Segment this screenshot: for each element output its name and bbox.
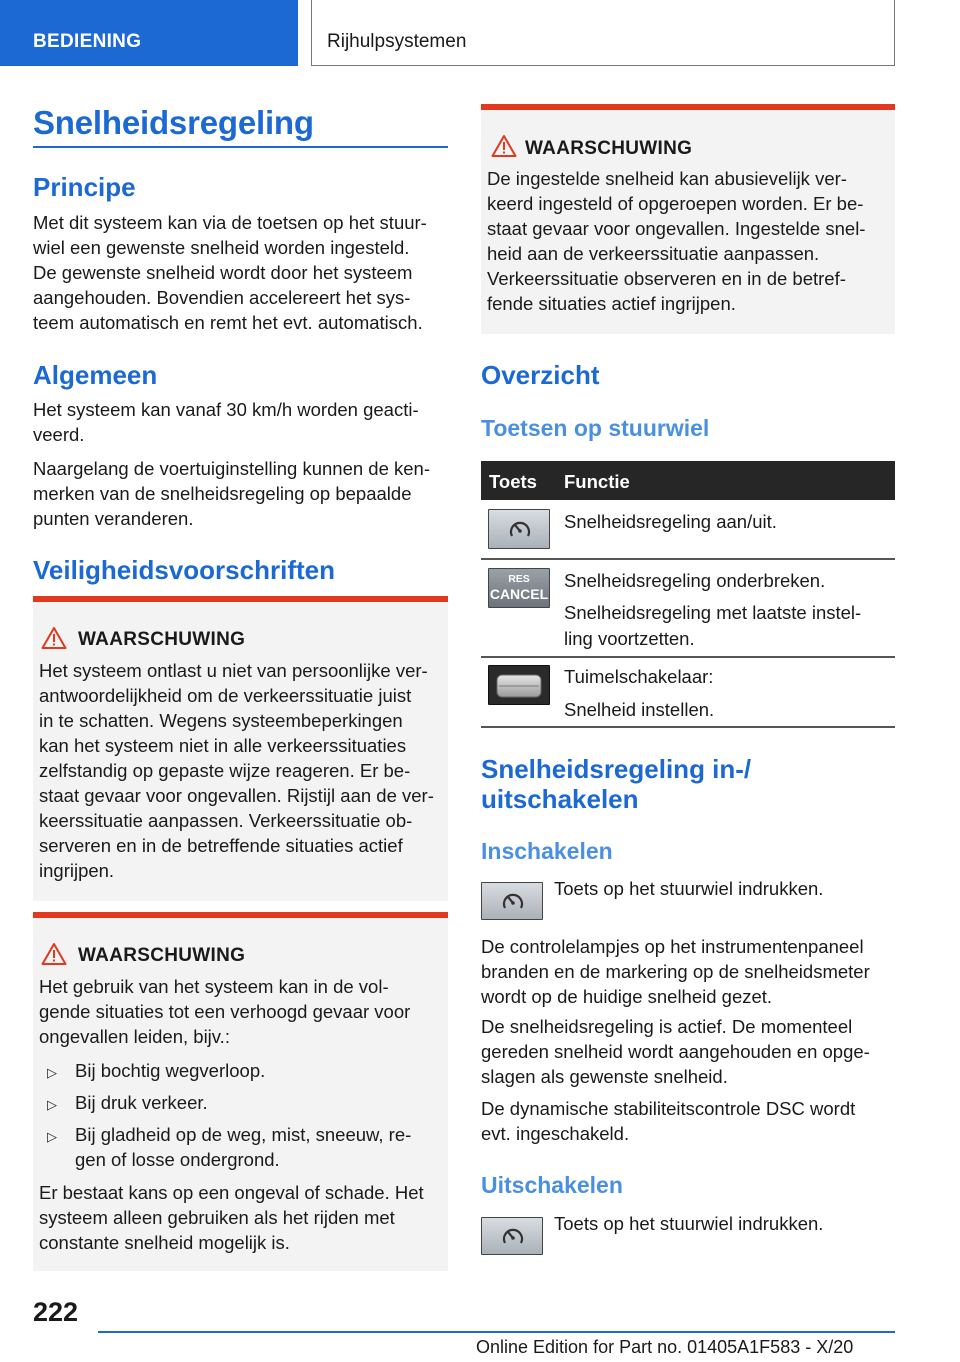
warning-box <box>33 596 448 901</box>
text-line: Het systeem kan vanaf 30 km/h worden geacti- <box>33 399 419 420</box>
footer-rule <box>98 1331 895 1333</box>
switch-off-instruction: Toets op het stuurwiel indrukken. <box>554 1213 824 1234</box>
text-line: Het systeem ontlast u niet van persoonlijke ver- <box>39 660 428 681</box>
warning-label: WAARSCHUWING <box>78 945 246 966</box>
text-line: zelfstandig op gepaste wijze reageren. Er be- <box>39 760 411 781</box>
table-cell-function <box>564 568 894 652</box>
text-line: Met dit systeem kan via de toetsen op het stuur- <box>33 212 427 233</box>
text-line: De controlelampjes op het instrumentenpaneel <box>481 936 864 957</box>
text-line: De dynamische stabiliteitscontrole DSC wordt <box>481 1098 856 1119</box>
text-line: ling voortzetten. <box>564 628 695 649</box>
text-line: Snelheidsregeling aan/uit. <box>564 511 777 532</box>
text-line: staat gevaar voor ongevallen. Ingestelde snel- <box>487 218 866 239</box>
column-header-button: Toets <box>489 471 537 492</box>
triangle-bullet-icon: ▷ <box>47 1129 57 1144</box>
table-cell-function <box>564 509 777 534</box>
page-title: Snelheidsregeling <box>33 104 314 141</box>
general-paragraph-2 <box>33 456 453 531</box>
res-cancel-button-icon <box>488 568 550 608</box>
warning-label: WAARSCHUWING <box>78 629 246 650</box>
warning-label: WAARSCHUWING <box>525 138 693 159</box>
switch-on-paragraph-3 <box>481 1096 895 1146</box>
text-line: fende situaties actief ingrijpen. <box>487 293 736 314</box>
text-line: antwoordelijkheid om de verkeerssituatie juist <box>39 685 412 706</box>
text-line: evt. ingeschakeld. <box>481 1123 630 1144</box>
text-line: serveren en in de betreffende situaties actief <box>39 835 403 856</box>
text-line: branden en de markering op de snelheidsmeter <box>481 961 870 982</box>
overview-heading: Overzicht <box>481 360 600 390</box>
chapter-label: Rijhulpsystemen <box>327 31 467 52</box>
text-line: Snelheidsregeling onderbreken. <box>564 570 826 591</box>
text-line: gereden snelheid wordt aangehouden en opge- <box>481 1041 870 1062</box>
table-cell-function <box>564 664 894 722</box>
buttons-subheading: Toetsen op stuurwiel <box>481 415 710 441</box>
table-row-divider <box>481 558 895 560</box>
heading-line: uitschakelen <box>481 784 639 814</box>
edition-note: Online Edition for Part no. 01405A1F583 - X/20 <box>476 1337 854 1357</box>
text-line: punten veranderen. <box>33 508 194 529</box>
switch-on-heading: Inschakelen <box>481 838 613 864</box>
text-line: Er bestaat kans op een ongeval of schade. Het <box>39 1182 424 1203</box>
table-row-divider <box>481 656 895 658</box>
switch-on-paragraph-2 <box>481 1014 895 1089</box>
title-rule <box>33 146 448 148</box>
onoff-heading <box>481 754 751 814</box>
cruise-control-button-icon <box>481 882 543 920</box>
text-line: gen of losse ondergrond. <box>75 1149 280 1170</box>
text-line: Bij bochtig wegverloop. <box>75 1060 266 1081</box>
text-line: kan het systeem niet in alle verkeerssituaties <box>39 735 407 756</box>
text-line: constante snelheid mogelijk is. <box>39 1232 290 1253</box>
safety-heading: Veiligheidsvoorschriften <box>33 555 335 585</box>
table-row-divider <box>481 726 895 728</box>
rocker-switch-icon <box>488 665 550 705</box>
warning-box <box>481 104 895 334</box>
text-line: ongevallen leiden, bijv.: <box>39 1026 230 1047</box>
text-line: slagen als gewenste snelheid. <box>481 1066 728 1087</box>
text-line: in te schatten. Wegens systeembeperkingen <box>39 710 403 731</box>
principle-heading: Principe <box>33 172 136 202</box>
cruise-control-button-icon <box>481 1217 543 1255</box>
heading-line: Snelheidsregeling in-/ <box>481 754 752 784</box>
text-line: Naargelang de voertuiginstelling kunnen de ken- <box>33 458 430 479</box>
column-header-function: Functie <box>564 471 630 492</box>
text-line: keerssituatie aanpassen. Verkeerssituatie ob- <box>39 810 413 831</box>
text-line: gende situaties tot een verhoogd gevaar voor <box>39 1001 411 1022</box>
text-line: Het gebruik van het systeem kan in de vol- <box>39 976 389 997</box>
section-tab <box>0 0 298 66</box>
text-line: ingrijpen. <box>39 860 115 881</box>
page-number: 222 <box>33 1297 79 1327</box>
warning-box <box>33 912 448 1271</box>
switch-on-instruction: Toets op het stuurwiel indrukken. <box>554 878 824 899</box>
list-item <box>47 1058 442 1083</box>
text-line: veerd. <box>33 424 85 445</box>
text-line: systeem alleen gebruiken als het rijden met <box>39 1207 395 1228</box>
text-line: Snelheidsregeling met laatste instel- <box>564 602 862 623</box>
text-line: heid aan de verkeerssituatie aanpassen. <box>487 243 820 264</box>
warning-text <box>487 166 895 316</box>
general-paragraph-1 <box>33 397 453 447</box>
button-text: CANCEL <box>489 586 549 602</box>
text-line: Snelheid instellen. <box>564 699 715 720</box>
text-line: keerd ingesteld of opgeroepen worden. Er be- <box>487 193 864 214</box>
general-heading: Algemeen <box>33 360 158 390</box>
warning-intro <box>39 974 451 1049</box>
triangle-bullet-icon: ▷ <box>47 1097 57 1112</box>
text-line: De gewenste snelheid wordt door het systeem <box>33 262 413 283</box>
text-line: wiel een gewenste snelheid worden ingesteld. <box>33 237 410 258</box>
text-line: Bij gladheid op de weg, mist, sneeuw, re- <box>75 1124 412 1145</box>
warning-text <box>39 658 451 883</box>
text-line: Tuimelschakelaar: <box>564 666 714 687</box>
chapter-box <box>311 0 895 66</box>
triangle-bullet-icon: ▷ <box>47 1065 57 1080</box>
warning-triangle-icon <box>491 134 517 158</box>
text-line: Verkeerssituatie observeren en in de betref- <box>487 268 846 289</box>
warning-triangle-icon <box>41 626 67 650</box>
switch-off-heading: Uitschakelen <box>481 1172 623 1198</box>
warning-outro <box>39 1180 451 1255</box>
text-line: merken van de snelheidsregeling op bepaalde <box>33 483 412 504</box>
switch-on-paragraph-1 <box>481 934 895 1009</box>
text-line: wordt op de huidige snelheid gezet. <box>481 986 773 1007</box>
text-line: teem automatisch en remt het evt. automatisch. <box>33 312 423 333</box>
text-line: Bij druk verkeer. <box>75 1092 208 1113</box>
text-line: De ingestelde snelheid kan abusievelijk ver- <box>487 168 847 189</box>
text-line: aangehouden. Bovendien accelereert het sys- <box>33 287 411 308</box>
text-line: staat gevaar voor ongevallen. Rijstijl aan de ver- <box>39 785 434 806</box>
button-text: RES <box>508 573 530 585</box>
cruise-control-button-icon <box>488 509 550 549</box>
table-header <box>481 461 895 500</box>
text-line: De snelheidsregeling is actief. De momenteel <box>481 1016 853 1037</box>
list-item <box>47 1122 442 1172</box>
section-label: BEDIENING <box>33 31 142 52</box>
list-item <box>47 1090 442 1115</box>
principle-text <box>33 210 453 335</box>
warning-triangle-icon <box>41 942 67 966</box>
